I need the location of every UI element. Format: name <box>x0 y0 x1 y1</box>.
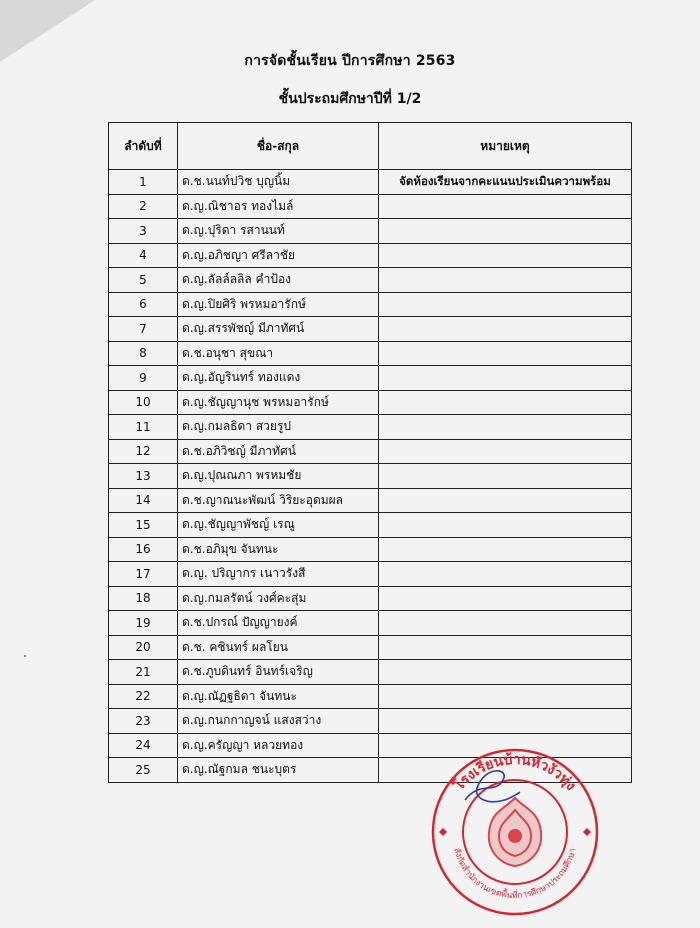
svg-text:โรงเรียนบ้านหัวงัวทุ่ง <box>449 752 579 795</box>
row-order: 11 <box>109 415 178 440</box>
row-order: 24 <box>109 733 178 758</box>
row-remark <box>379 635 632 660</box>
table-row <box>109 268 632 293</box>
row-name: ด.ช.อภิมุข จันทนะ <box>178 537 379 562</box>
row-order: 20 <box>109 635 178 660</box>
row-name: ด.ช.ปกรณ์ ปัญญายงค์ <box>178 611 379 636</box>
row-name: ด.ช. คชินทร์ ผลโยน <box>178 635 379 660</box>
row-name: ด.ญ.ครัญญา หลวยทอง <box>178 733 379 758</box>
stamp-top-text: โรงเรียนบ้านหัวงัวทุ่ง <box>451 751 579 794</box>
row-remark <box>379 268 632 293</box>
row-remark <box>379 464 632 489</box>
row-name: ด.ญ.กนกกาญจน์ แสงสว่าง <box>178 709 379 734</box>
table-row <box>109 194 632 219</box>
table-row <box>109 488 632 513</box>
row-remark <box>379 709 632 734</box>
row-order: 25 <box>109 758 178 783</box>
document-subtitle: ชั้นประถมศึกษาปีที่ 1/2 <box>278 91 422 107</box>
document-title: การจัดชั้นเรียน ปีการศึกษา 2563 <box>244 53 456 69</box>
table-row <box>109 464 632 489</box>
row-order: 3 <box>109 219 178 244</box>
table-row <box>109 537 632 562</box>
stamp-bottom-text: สังกัดสำนักงานเขตพื้นที่การศึกษาประถมศึกษา <box>451 847 579 902</box>
row-remark <box>379 439 632 464</box>
row-remark <box>379 660 632 685</box>
row-remark <box>379 684 632 709</box>
header-remark: หมายเหตุ <box>379 123 632 170</box>
table-row <box>109 317 632 342</box>
row-name: ด.ช.อภิวิชญ์ มีภาทัศน์ <box>178 439 379 464</box>
table-row <box>109 170 632 195</box>
row-name: ด.ญ.อัญรินทร์ ทองแดง <box>178 366 379 391</box>
row-name: ด.ญ.สรรพัชญ์ มีภาทัศน์ <box>178 317 379 342</box>
table-row <box>109 341 632 366</box>
header-order: ลำดับที่ <box>109 123 178 170</box>
row-name: ด.ญ.ปุริดา รสานนท์ <box>178 219 379 244</box>
row-name: ด.ญ.ชัญญานุช พรหมอารักษ์ <box>178 390 379 415</box>
table-row <box>109 243 632 268</box>
table-row <box>109 219 632 244</box>
row-order: 17 <box>109 562 178 587</box>
row-remark <box>379 292 632 317</box>
table-row <box>109 562 632 587</box>
table-row <box>109 586 632 611</box>
scan-speck <box>24 655 26 657</box>
row-remark <box>379 611 632 636</box>
row-order: 10 <box>109 390 178 415</box>
row-order: 1 <box>109 170 178 195</box>
row-order: 2 <box>109 194 178 219</box>
row-remark <box>379 415 632 440</box>
table-row <box>109 684 632 709</box>
table-row <box>109 709 632 734</box>
table-row <box>109 415 632 440</box>
row-order: 4 <box>109 243 178 268</box>
table-row <box>109 611 632 636</box>
row-remark <box>379 586 632 611</box>
row-remark <box>379 537 632 562</box>
row-remark: จัดห้องเรียนจากคะแนนประเมินความพร้อม <box>379 170 632 195</box>
header-name: ชื่อ-สกุล <box>178 123 379 170</box>
row-remark <box>379 194 632 219</box>
table-row <box>109 635 632 660</box>
row-order: 8 <box>109 341 178 366</box>
row-name: ด.ญ.กมลธิดา สวยรูป <box>178 415 379 440</box>
row-name: ด.ญ.อภิชญา ศรีลาชัย <box>178 243 379 268</box>
row-order: 16 <box>109 537 178 562</box>
row-name: ด.ญ. ปริญากร เนาวรังสี <box>178 562 379 587</box>
row-order: 23 <box>109 709 178 734</box>
row-order: 7 <box>109 317 178 342</box>
class-roster-table <box>108 122 632 783</box>
table-row <box>109 439 632 464</box>
row-name: ด.ช.ญาณนะพัฒน์ วิริยะอุดมผล <box>178 488 379 513</box>
school-seal-stamp <box>425 740 605 920</box>
row-order: 22 <box>109 684 178 709</box>
row-name: ด.ญ.ณัฏฐธิดา จันทนะ <box>178 684 379 709</box>
row-order: 6 <box>109 292 178 317</box>
row-name: ด.ญ.ณัฐกมล ชนะบุตร <box>178 758 379 783</box>
row-remark <box>379 488 632 513</box>
row-order: 14 <box>109 488 178 513</box>
row-order: 5 <box>109 268 178 293</box>
row-order: 18 <box>109 586 178 611</box>
table-row <box>109 390 632 415</box>
table-row <box>109 366 632 391</box>
row-name: ด.ญ.ปิยศิริ พรหมอารักษ์ <box>178 292 379 317</box>
row-remark <box>379 243 632 268</box>
row-order: 9 <box>109 366 178 391</box>
row-remark <box>379 390 632 415</box>
table-header-row <box>109 123 632 170</box>
row-name: ด.ช.นนท์ปวิช บุญนิ้ม <box>178 170 379 195</box>
row-name: ด.ญ.กมลรัตน์ วงศ์คะสุ่ม <box>178 586 379 611</box>
row-order: 13 <box>109 464 178 489</box>
row-order: 12 <box>109 439 178 464</box>
row-remark <box>379 366 632 391</box>
row-remark <box>379 317 632 342</box>
row-order: 21 <box>109 660 178 685</box>
table-row <box>109 660 632 685</box>
row-name: ด.ช.อนุชา สุขณา <box>178 341 379 366</box>
row-name: ด.ญ.ณิชาอร ทองไมล์ <box>178 194 379 219</box>
row-order: 15 <box>109 513 178 538</box>
row-order: 19 <box>109 611 178 636</box>
row-name: ด.ญ.ปุณณภา พรหมชัย <box>178 464 379 489</box>
table-row <box>109 513 632 538</box>
row-name: ด.ช.ภูบดินทร์ อินทร์เจริญ <box>178 660 379 685</box>
row-remark <box>379 513 632 538</box>
table-row <box>109 292 632 317</box>
row-remark <box>379 219 632 244</box>
row-remark <box>379 562 632 587</box>
row-name: ด.ญ.ลัลล์ลลิล คำป้อง <box>178 268 379 293</box>
row-name: ด.ญ.ชัญญาพัชญ์ เรณู <box>178 513 379 538</box>
row-remark <box>379 341 632 366</box>
